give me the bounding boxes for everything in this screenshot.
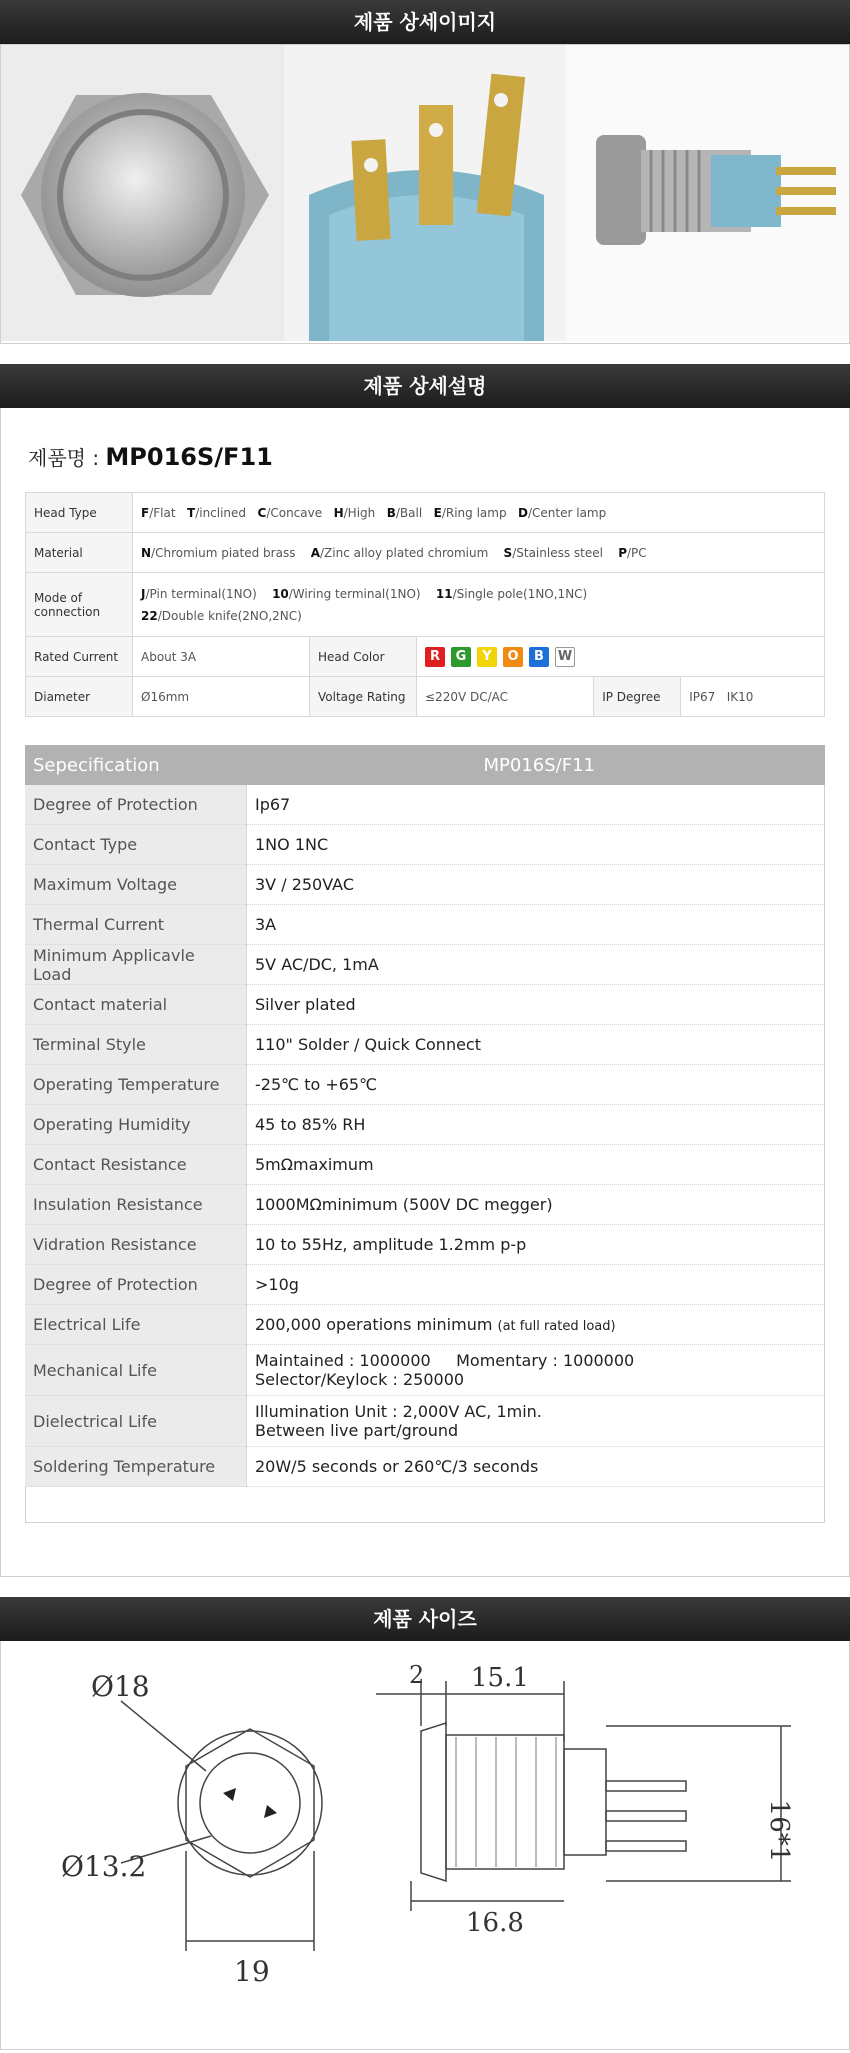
option-item: N/Chromium piated brass bbox=[141, 545, 296, 560]
section-header-detail-description: 제품 상세설명 bbox=[0, 364, 850, 408]
table-row: Contact Resistance 5mΩmaximum bbox=[25, 1145, 825, 1185]
spec-header-model: MP016S/F11 bbox=[247, 745, 826, 785]
dim-body: 15.1 bbox=[471, 1663, 529, 1693]
dimension-drawing bbox=[1, 1641, 849, 2049]
ip-degree-label: IP Degree bbox=[594, 677, 681, 717]
material-label: Material bbox=[26, 533, 133, 573]
table-row: Soldering Temperature 20W/5 seconds or 260℃/3 seconds bbox=[25, 1447, 825, 1487]
material-options bbox=[133, 533, 825, 573]
head-type-options bbox=[133, 493, 825, 533]
table-row: Degree of Protection Ip67 bbox=[25, 785, 825, 825]
option-item: T/inclined bbox=[187, 505, 247, 520]
dim-hex: 19 bbox=[234, 1955, 270, 1988]
product-photo-terminals bbox=[284, 45, 567, 341]
dim-outer-diameter: Ø18 bbox=[91, 1670, 150, 1703]
option-item: H/High bbox=[333, 505, 376, 520]
dim-thread: 16*1 bbox=[764, 1799, 794, 1863]
color-swatch-yellow: Y bbox=[477, 647, 497, 667]
connection-label: Mode of connection bbox=[26, 573, 133, 637]
rated-current-label: Rated Current bbox=[26, 637, 133, 677]
head-type-label: Head Type bbox=[26, 493, 133, 533]
voltage-rating-value: ≤220V DC/AC bbox=[417, 677, 594, 717]
spec-header-label: Sepecification bbox=[25, 745, 247, 785]
diameter-value: Ø16mm bbox=[133, 677, 310, 717]
diameter-label: Diameter bbox=[26, 677, 133, 717]
table-row: Mechanical Life Maintained : 1000000 Momentary : 1000000 Selector/Keylock : 250000 bbox=[25, 1345, 825, 1396]
product-photo-side bbox=[566, 45, 849, 341]
option-item: F/Flat bbox=[141, 505, 176, 520]
section-header-detail-images: 제품 상세이미지 bbox=[0, 0, 850, 44]
table-row: Contact Type 1NO 1NC bbox=[25, 825, 825, 865]
product-photo-front bbox=[1, 45, 285, 341]
table-row: Maximum Voltage 3V / 250VAC bbox=[25, 865, 825, 905]
head-color-swatches bbox=[417, 637, 825, 677]
option-item: 10/Wiring terminal(1NO) bbox=[272, 586, 421, 601]
product-model: MP016S/F11 bbox=[105, 443, 273, 471]
option-item: B/Ball bbox=[386, 505, 423, 520]
option-item: 11/Single pole(1NO,1NC) bbox=[435, 586, 588, 601]
option-item: 22/Double knife(2NO,2NC) bbox=[141, 608, 302, 623]
table-row: Degree of Protection >10g bbox=[25, 1265, 825, 1305]
product-name-label: 제품명 : bbox=[28, 446, 100, 470]
color-swatch-white: W bbox=[555, 647, 575, 667]
color-swatch-green: G bbox=[451, 647, 471, 667]
option-item: D/Center lamp bbox=[518, 505, 607, 520]
dimension-drawing-panel bbox=[0, 1641, 850, 2050]
color-swatch-red: R bbox=[425, 647, 445, 667]
table-row: Dielectrical Life Illumination Unit : 2,000V AC, 1min. Between live part/ground bbox=[25, 1396, 825, 1447]
table-row: Operating Temperature -25℃ to +65℃ bbox=[25, 1065, 825, 1105]
table-row: Operating Humidity 45 to 85% RH bbox=[25, 1105, 825, 1145]
table-row: Minimum Applicavle Load 5V AC/DC, 1mA bbox=[25, 945, 825, 985]
option-item: P/PC bbox=[618, 545, 647, 560]
table-row: Terminal Style 110" Solder / Quick Connect bbox=[25, 1025, 825, 1065]
option-item: J/Pin terminal(1NO) bbox=[141, 586, 257, 601]
ip-degree-value: IP67 IK10 bbox=[681, 677, 825, 717]
table-row: Vidration Resistance 10 to 55Hz, amplitude 1.2mm p-p bbox=[25, 1225, 825, 1265]
option-item: S/Stainless steel bbox=[503, 545, 603, 560]
option-item: C/Concave bbox=[257, 505, 323, 520]
option-table bbox=[25, 492, 825, 717]
spec-table bbox=[25, 745, 825, 1487]
table-row: Electrical Life 200,000 operations minimum (at full rated load) bbox=[25, 1305, 825, 1345]
dim-total: 16.8 bbox=[466, 1908, 524, 1938]
detail-image-strip bbox=[0, 44, 850, 344]
voltage-rating-label: Voltage Rating bbox=[310, 677, 417, 717]
color-swatch-blue: B bbox=[529, 647, 549, 667]
section-header-product-size: 제품 사이즈 bbox=[0, 1597, 850, 1641]
head-color-label: Head Color bbox=[310, 637, 417, 677]
dim-flange: 2 bbox=[409, 1661, 425, 1689]
product-name bbox=[28, 442, 273, 471]
table-row: Insulation Resistance 1000MΩminimum (500V DC megger) bbox=[25, 1185, 825, 1225]
table-row: Thermal Current 3A bbox=[25, 905, 825, 945]
color-swatch-orange: O bbox=[503, 647, 523, 667]
table-row: Contact material Silver plated bbox=[25, 985, 825, 1025]
connection-options bbox=[133, 573, 825, 637]
option-item: A/Zinc alloy plated chromium bbox=[310, 545, 489, 560]
option-item: E/Ring lamp bbox=[433, 505, 507, 520]
dim-inner-diameter: Ø13.2 bbox=[61, 1850, 147, 1883]
rated-current-value: About 3A bbox=[133, 637, 310, 677]
